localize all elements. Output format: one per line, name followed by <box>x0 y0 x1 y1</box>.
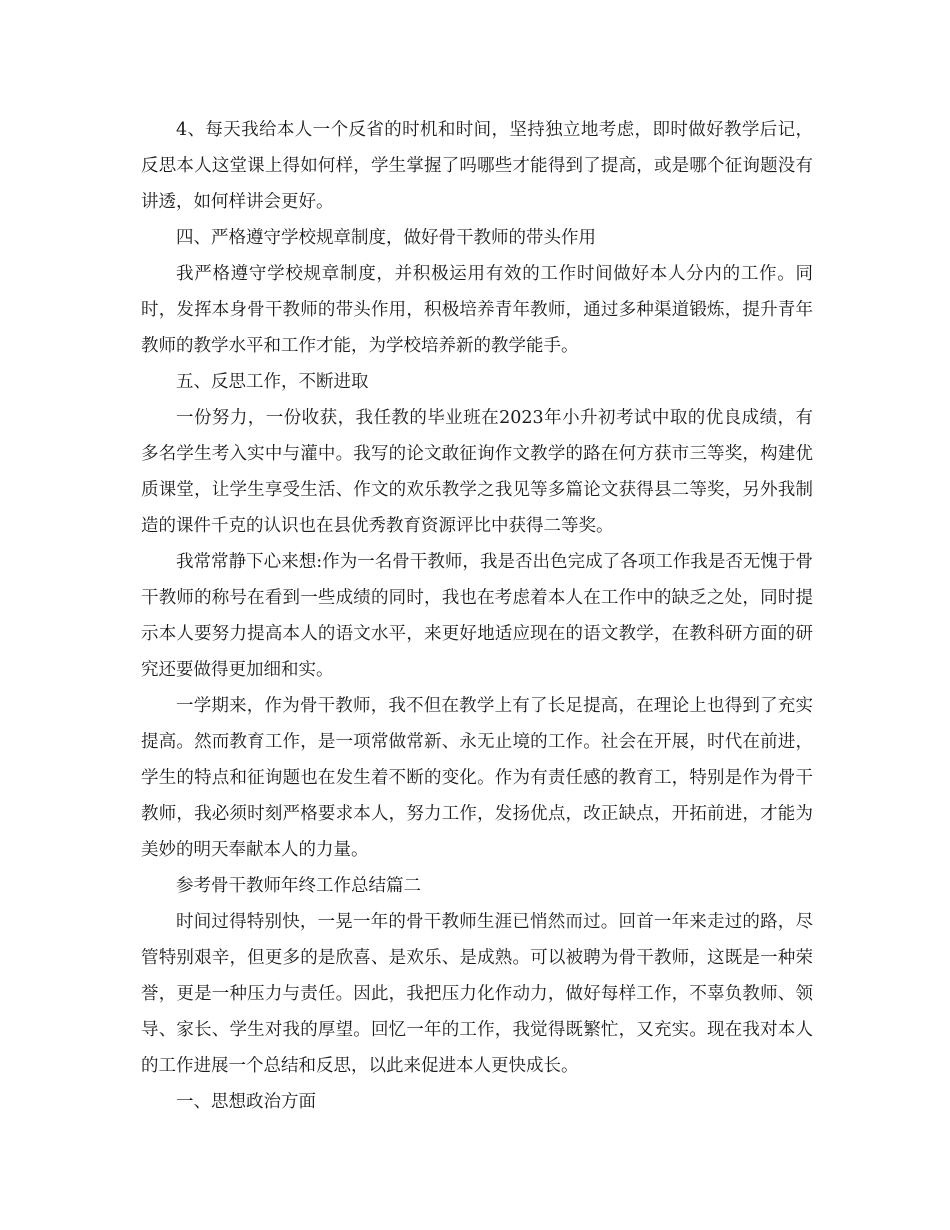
paragraph-semester-summary: 一学期来，作为骨干教师，我不但在教学上有了长足提高，在理论上也得到了充实提高。然而教育工作，是一项常做常新、永无止境的工作。社会在开展，时代在前进，学生的特点和征询题也在发生着不断的变化。作为有责任感的教育工，特别是作为骨干教师，我必须时刻严格要求本人，努力工作，发扬优点，改正缺点，开拓前进，才能为美妙的明天奉献本人的力量。 <box>141 696 813 860</box>
section-heading-part-two: 参考骨干教师年终工作总结篇二 <box>176 876 421 896</box>
section-heading-rules: 四、严格遵守学校规章制度，做好骨干教师的带头作用 <box>176 228 596 248</box>
section-heading-reflection: 五、反思工作，不断进取 <box>176 372 369 392</box>
paragraph-achievements: 一份努力，一份收获，我任教的毕业班在2023年小升初考试中取的优良成绩，有多名学生考入实中与灌中。我写的论文敢征询作文教学的路在何方获市三等奖，构建优质课堂，让学生享受生活、作文的欢乐教学之我见等多篇论文获得县二等奖，另外我制造的课件千克的认识也在县优秀教育资源评比中获得二等奖。 <box>141 408 813 536</box>
paragraph-self-review: 我常常静下心来想:作为一名骨干教师，我是否出色完成了各项工作我是否无愧于骨干教师的称号在看到一些成绩的同时，我也在考虑着本人在工作中的缺乏之处，同时提示本人要努力提高本人的语文水平，来更好地适应现在的语文教学，在教科研方面的研究还要做得更加细和实。 <box>141 552 813 680</box>
section-heading-political: 一、思想政治方面 <box>176 1092 316 1112</box>
paragraph-reflection-habit: 4、每天我给本人一个反省的时机和时间，坚持独立地考虑，即时做好教学后记，反思本人这堂课上得如何样，学生掌握了吗哪些才能得到了提高，或是哪个征询题没有讲透，如何样讲会更好。 <box>141 120 813 212</box>
paragraph-rules: 我严格遵守学校规章制度，并积极运用有效的工作时间做好本人分内的工作。同时，发挥本身骨干教师的带头作用，积极培养青年教师，通过多种渠道锻炼，提升青年教师的教学水平和工作才能，为学校培养新的教学能手。 <box>141 264 813 356</box>
document-body <box>141 112 813 1120</box>
paragraph-year-review: 时间过得特别快，一晃一年的骨干教师生涯已悄然而过。回首一年来走过的路，尽管特别艰辛，但更多的是欣喜、是欢乐、是成熟。可以被聘为骨干教师，这既是一种荣誉，更是一种压力与责任。因此，我把压力化作动力，做好每样工作，不辜负教师、领导、家长、学生对我的厚望。回忆一年的工作，我觉得既繁忙，又充实。现在我对本人的工作进展一个总结和反思，以此来促进本人更快成长。 <box>141 912 813 1076</box>
